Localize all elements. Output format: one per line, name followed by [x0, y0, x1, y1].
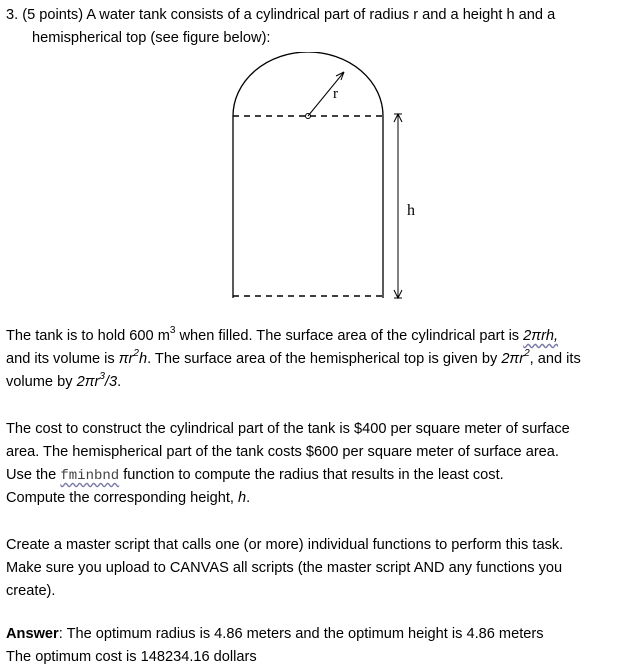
- problem-number: 3.: [6, 7, 19, 23]
- height-symbol: h: [238, 490, 247, 506]
- para1-line-2: [6, 348, 581, 371]
- para3-line-3: create).: [6, 583, 56, 599]
- para2-line-3: [6, 464, 504, 488]
- para2-text: Compute the corresponding height,: [6, 490, 239, 506]
- formula-cyl-volume: πr: [118, 351, 134, 367]
- answer-line-2: The optimum cost is 148234.16 dollars: [6, 649, 257, 665]
- answer-label: Answer: [6, 626, 59, 642]
- para2-line-4: [6, 487, 250, 510]
- para2-text: .: [246, 490, 251, 506]
- superscript: 3: [169, 325, 176, 337]
- para2-text: Use the: [6, 467, 61, 483]
- para1-line-1: [6, 325, 558, 348]
- problem-intro: (5 points) A water tank consists of a cylindrical part of radius r and a height h and a: [22, 7, 556, 23]
- problem-line-2: hemispherical top (see figure below):: [32, 30, 271, 46]
- answer-text: : The optimum radius is 4.86 meters and the optimum height is 4.86 meters: [58, 626, 544, 642]
- tank-figure: [220, 52, 420, 302]
- hemisphere-outline: [233, 52, 383, 116]
- para1-text: when filled. The surface area of the cylindrical part is: [175, 328, 524, 344]
- formula-hemi-volume: 2πr: [76, 374, 100, 390]
- para2-line-2: area. The hemispherical part of the tank costs $600 per square meter of surface area.: [6, 444, 559, 460]
- answer-line-1: [6, 623, 544, 646]
- radius-line: [308, 72, 344, 116]
- para1-line-3: [6, 371, 121, 394]
- radius-label: r: [333, 86, 338, 102]
- para1-text: volume by: [6, 374, 77, 390]
- superscript: 3: [99, 371, 105, 383]
- para3-line-1: Create a master script that calls one (or more) individual functions to perform this task.: [6, 537, 564, 553]
- para1-text: , and its: [529, 351, 581, 367]
- para2-text: function to compute the radius that results in the least cost.: [119, 467, 504, 483]
- height-label: h: [407, 202, 415, 219]
- para1-text: . The surface area of the hemispherical top is given by: [147, 351, 502, 367]
- superscript: 2: [133, 348, 139, 360]
- para1-text: .: [117, 374, 122, 390]
- para3-line-2: Make sure you upload to CANVAS all scripts (the master script AND any functions you: [6, 560, 563, 576]
- formula-cyl-area: 2πrh,: [523, 328, 559, 344]
- tank-diagram: [220, 52, 420, 302]
- formula-cyl-volume-h: h: [138, 351, 148, 367]
- formula-hemi-volume-div: /3: [104, 374, 118, 390]
- para2-line-1: The cost to construct the cylindrical part of the tank is $400 per square meter of surface: [6, 421, 570, 437]
- para1-text: and its volume is: [6, 351, 119, 367]
- formula-hemi-area: 2πr: [501, 351, 525, 367]
- para1-text: The tank is to hold 600 m: [6, 328, 170, 344]
- code-fminbnd: fminbnd: [60, 468, 120, 484]
- superscript: 2: [524, 348, 530, 360]
- problem-line-1: [6, 4, 555, 27]
